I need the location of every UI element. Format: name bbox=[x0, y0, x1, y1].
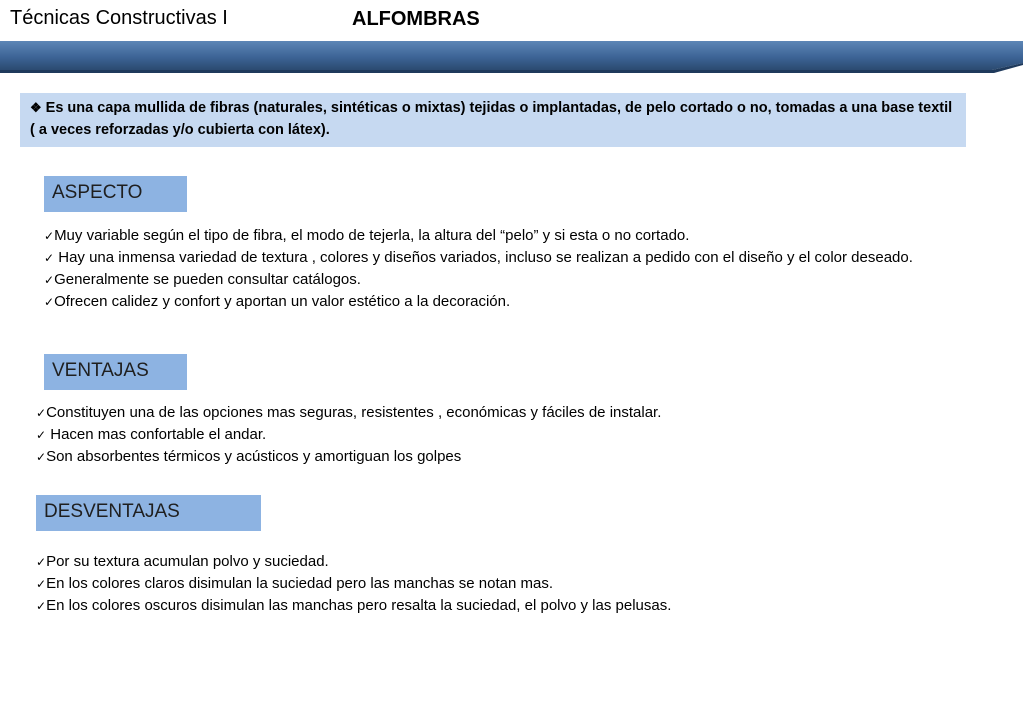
checkmark-icon: ✓ bbox=[44, 251, 55, 265]
list-item: ✓Ofrecen calidez y confort y aportan un valor estético a la decoración. bbox=[44, 293, 511, 310]
checkmark-icon: ✓ bbox=[44, 295, 55, 309]
slide-title: ALFOMBRAS bbox=[352, 8, 480, 30]
checkmark-icon: ✓ bbox=[36, 450, 47, 464]
list-item: ✓Son absorbentes térmicos y acústicos y amortiguan los golpes bbox=[36, 448, 462, 465]
aspecto-list bbox=[44, 225, 974, 313]
list-item: ✓Generalmente se pueden consultar catálogos. bbox=[44, 271, 361, 288]
course-title: Técnicas Constructivas I bbox=[10, 7, 228, 29]
checkmark-icon: ✓ bbox=[36, 406, 47, 420]
list-item: ✓ Hay una inmensa variedad de textura , colores y diseños variados, incluso se realizan a pedido con el diseño y el color deseado. bbox=[44, 249, 913, 266]
checkmark-icon: ✓ bbox=[36, 428, 47, 442]
checkmark-icon: ✓ bbox=[36, 577, 47, 591]
checkmark-icon: ✓ bbox=[36, 599, 47, 613]
list-item: ✓En los colores oscuros disimulan las manchas pero resalta la suciedad, el polvo y las pelusas. bbox=[36, 597, 672, 614]
list-item: ✓En los colores claros disimulan la suciedad pero las manchas se notan mas. bbox=[36, 575, 553, 592]
checkmark-icon: ✓ bbox=[44, 273, 55, 287]
list-item: ✓Por su textura acumulan polvo y suciedad. bbox=[36, 553, 329, 570]
definition-box bbox=[20, 93, 966, 147]
list-item: ✓ Hacen mas confortable el andar. bbox=[36, 426, 267, 443]
list-item: ✓Constituyen una de las opciones mas seguras, resistentes , económicas y fáciles de instalar. bbox=[36, 404, 662, 421]
ventajas-list bbox=[36, 402, 976, 468]
checkmark-icon: ✓ bbox=[44, 229, 55, 243]
definition-text: Es una capa mullida de fibras (naturales, sintéticas o mixtas) tejidas o implantadas, de pelo cortado o no, tomadas a una base textil ( a veces reforzadas y/o cubierta con látex). bbox=[30, 100, 953, 138]
checkmark-icon: ✓ bbox=[36, 555, 47, 569]
section-label-ventajas: VENTAJAS bbox=[44, 354, 187, 390]
diamond-bullet-icon: ❖ bbox=[30, 100, 42, 115]
section-label-aspecto: ASPECTO bbox=[44, 176, 187, 212]
list-item: ✓Muy variable según el tipo de fibra, el modo de tejerla, la altura del “pelo” y si esta o no cortado. bbox=[44, 227, 690, 244]
section-label-desventajas: DESVENTAJAS bbox=[36, 495, 261, 531]
desventajas-list bbox=[36, 551, 976, 617]
header-banner bbox=[0, 41, 1023, 73]
